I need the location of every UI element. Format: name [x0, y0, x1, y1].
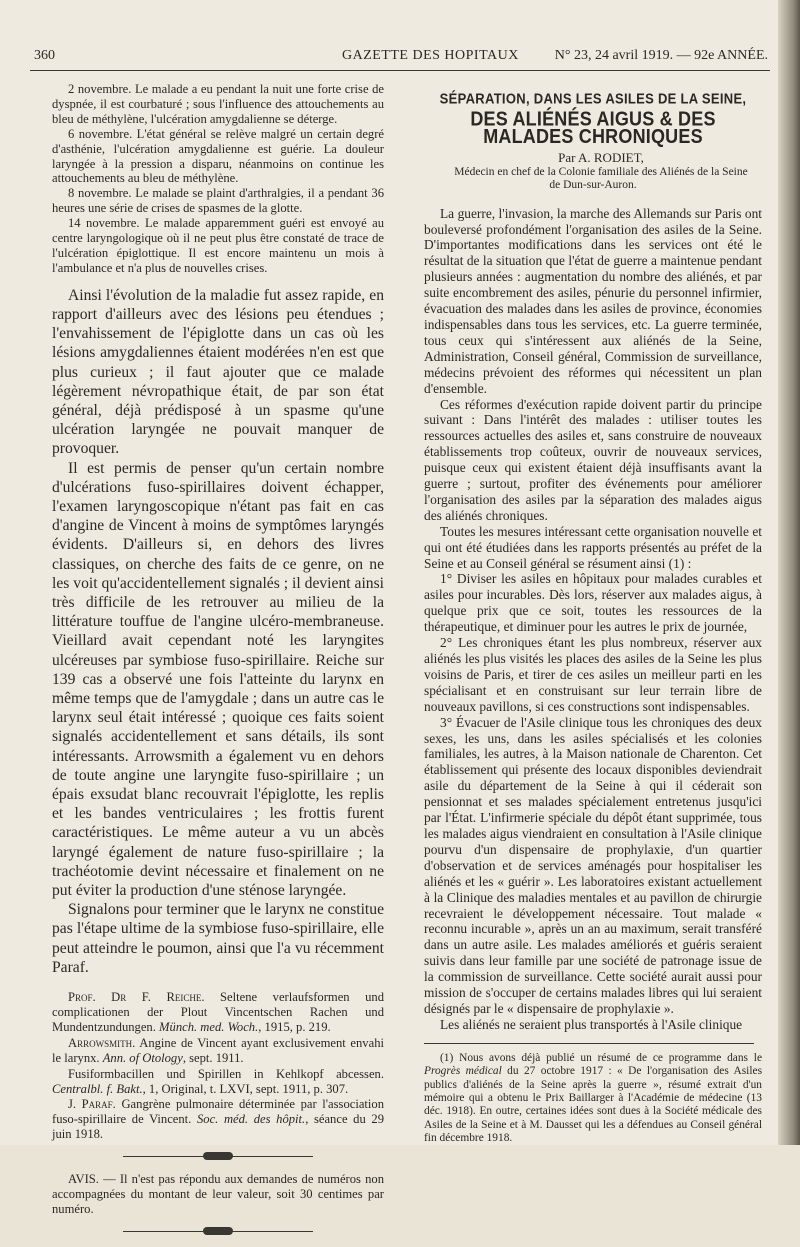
ornament-divider: [123, 1152, 313, 1162]
reference-entry: Fusiformbacillen und Spirillen in Kehlkopf abcessen. Centralbl. f. Bakt., 1, Original, t. LXVI, sept. 1911, p. 307.: [52, 1066, 384, 1096]
article-paragraph: 1° Diviser les asiles en hôpitaux pour malades curables et asiles pour incurables. Dès lors, réserver aux malades aigus, à quelque prix que ce soit, toutes les ressources de la thérapeutique, et diminuer pour les autres le prix de journée,: [424, 571, 762, 635]
page-edge-shadow: [778, 0, 800, 1145]
ornament-divider: [123, 1227, 313, 1237]
case-note: 8 novembre. Le malade se plaint d'arthralgies, il a pendant 36 heures une série de crises de spasmes de la glotte.: [52, 186, 384, 216]
case-note: 2 novembre. Le malade a eu pendant la nuit une forte crise de dyspnée, il est courbaturé ; sous l'influence des attouchements au bleu de méthylène, l'ulcération amygdalienne se déterge.: [52, 82, 384, 126]
article-paragraph: 2° Les chroniques étant les plus nombreux, réserver aux aliénés les plus visités les places des asiles de la Seine les plus voisins de Paris, et tirer de ces asiles un meilleur parti en les spécialisant et en construisant sur leur terrain libre de nouveaux pavillons, si ces constructions sont indispensables.: [424, 635, 762, 714]
discussion-paragraph: Ainsi l'évolution de la maladie fut assez rapide, en rapport d'ailleurs avec des lésions peu étendues ; l'envahissement de l'épiglotte dans un cas où les lésions amygdaliennes étaient modérées n'en est que plus curieux ; il faut ajouter que ce malade légèrement névropathique était, de par son état général, déjà prédisposé à un spasme qu'une ulcération laryngée ne pouvait manquer de provoquer.: [52, 286, 384, 458]
discussion-paragraph: Il est permis de penser qu'un certain nombre d'ulcérations fuso-spirillaires doivent échapper, l'examen laryngoscopique n'étant pas fait en cas d'angine de Vincent à moins de symptômes laryngés évidents. D'ailleurs si, en dehors des livres classiques, on cherche des faits de ce genre, on ne les voit qu'accidentellement signalés ; il devient ainsi très difficile de les retrouver au milieu de la littérature touffue de l'angine ulcéro-membraneuse. Vieillard avait cependant noté les laryngites ulcéreuses par symbiose fuso-spirillaire. Reiche sur 139 cas a observé une fois l'atteinte du larynx en même temps que de l'amygdale ; dans un autre cas le larynx seul était intéressé ; quoique ces faits soient signalés accidentellement et sans détails, ils sont intéressants. Arrowsmith a également vu en dehors de toute angine une laryngite fuso-spirillaire ; un épais exsudat blanc recouvrait l'épiglotte, les replis et les bandes ventriculaires ; les frottis furent caractéristiques. Le même auteur a vu un abcès laryngé également de nature fuso-spirillaire ; la trachéotomie devint nécessaire et finalement on ne put éviter la production d'une sténose laryngée.: [52, 459, 384, 900]
left-column: [52, 82, 384, 1247]
right-column: [424, 92, 762, 1146]
article-paragraph: Toutes les mesures intéressant cette organisation nouvelle et qui ont été étudiées dans les rapports présentés au préfet de la Seine et au Conseil général se résument ainsi (1) :: [424, 523, 762, 571]
issue-date: N° 23, 24 avril 1919. — 92e ANNÉE.: [554, 48, 768, 63]
case-note: 14 novembre. Le malade apparemment guéri est envoyé au centre laryngologique où il ne peut plus être constaté de trace de l'ulcération épiglottique. Il est encore maintenu un mois à l'ambulance et n'a plus de nouvelles crises.: [52, 216, 384, 275]
avis-notice: AVIS. — Il n'est pas répondu aux demandes de numéros non accompagnées du montant de leur valeur, soit 30 centimes par numéro.: [52, 1172, 384, 1216]
footnote: (1) Nous avons déjà publié un résumé de ce programme dans le Progrès médical du 27 octobre 1917 : « De l'organisation des Asiles publics d'aliénés de la Seine après la guerre », résumé extrait d'un mémoire qui a obtenu le Prix Baillarger à l'Académie de médecine (13 déc. 1918). En outre, certaines idées sont dues à la Société médicale des Asiles de la Seine et à M. Dausset qui les a défendues au Conseil général fin décembre 1918.: [424, 1051, 763, 1145]
article-paragraph: La guerre, l'invasion, la marche des Allemands sur Paris ont bouleversé profondément l'organisation des asiles de la Seine. D'importantes modifications dans les services ont été le résultat de la situation que l'état de guerre a maintenue pendant plusieurs années : augmentation du nombre des aliénés, et par suite encombrement des asiles, pénurie du personnel infirmier, évacuation des malades dans les asiles de province, économies indispensables dans tous les services, etc. La guerre terminée, tous ceux qui s'intéressent aux aliénés de la Seine, Administration, Conseil général, Commission de surveillance, médecins prévoient des réformes qui nécessitent un plan d'ensemble.: [424, 205, 762, 396]
footnote-rule: [424, 1043, 754, 1044]
reference-entry: Arrowsmith. Angine de Vincent ayant exclusivement envahi le larynx. Ann. of Otology, sept. 1911.: [52, 1035, 384, 1065]
article-paragraph: Les aliénés ne seraient plus transportés à l'Asile clinique: [440, 1016, 743, 1032]
running-header: [30, 44, 770, 71]
bibliography: [52, 990, 384, 1142]
article-title-line2: DES ALIÉNÉS AIGUS & DES MALADES CHRONIQUES: [470, 107, 716, 148]
article-title-line1: SÉPARATION, DANS LES ASILES DE LA SEINE,: [439, 90, 747, 107]
article-paragraph: Ces réformes d'exécution rapide doivent partir du principe suivant : Dans l'intérêt des malades : utiliser toutes les ressources actuelles des asiles et, sans construire de nouveaux établissements trop coûteux, ouvrir de nouveaux services, puisque ceux qui existent étaient déjà insuffisants avant la guerre ; surtout, profiter des événements pour améliorer l'organisation des asiles par la séparation des malades aigus des aliénés chroniques.: [424, 396, 762, 523]
reference-entry: J. Paraf. Gangrène pulmonaire déterminée par l'association fuso-spirillaire de Vincent. Soc. méd. des hôpit., séance du 29 juin 1918.: [52, 1097, 385, 1142]
page-number: 360: [34, 48, 55, 63]
case-note: 6 novembre. L'état général se relève malgré un certain degré d'asthénie, l'ulcération amygdalienne est guérie. La douleur laryngée à la pression a disparu, néanmoins on continue les attouchements au bleu de méthylène.: [52, 126, 384, 186]
journal-title: GAZETTE DES HOPITAUX: [342, 48, 519, 63]
author-affiliation: Médecin en chef de la Colonie familiale des Aliénés de la Seine de Dun-sur-Auron.: [454, 165, 748, 191]
discussion-paragraph: Signalons pour terminer que le larynx ne constitue pas l'étape ultime de la symbiose fuso-spirillaire, elle peut atteindre le poumon, ainsi que l'a vu récemment Paraf.: [52, 901, 384, 976]
article-paragraph: 3° Évacuer de l'Asile clinique tous les chroniques des deux sexes, les uns, dans les asiles spécialisés et les colonies familiales, les autres, à la Maison nationale de Charenton. Cet établissement qui présente des locaux disponibles deviendrait asile du département de la Seine à qui il céderait son pensionnat et ses malades spécialement entretenus jusqu'ici par l'État. L'infirmerie spéciale du dépôt étant supprimée, tous les malades aigus viendraient en consultation à l'Asile clinique pourvu d'un dispensaire de prophylaxie, d'un quartier d'observation et de services aménagés pour hospitaliser les aliénés et les « guérir ». Les laboratoires existant actuellement à la Clinique des maladies mentales et au pavillon de chirurgie recevraient le développement nécessaire. Tout malade « reconnu incurable », après un an au maximum, serait transféré dans un autre asile. Les malades améliorés et guéris seraient suivis dans leur famille par une société de patronage issue de la commission de surveillance. Cette société aurait aussi pour mission de s'occuper de certains malades libres qui lui seraient désignés par le « dispensaire de prophylaxie ».: [424, 714, 762, 1016]
reference-entry: Prof. Dr F. Reiche. Seltene verlaufsformen und complicationen der Plout Vincentschen Rachen und Mundentzundungen. Münch. med. Woch., 1915, p. 219.: [52, 990, 384, 1034]
byline: Par A. RODIET,: [558, 149, 644, 165]
